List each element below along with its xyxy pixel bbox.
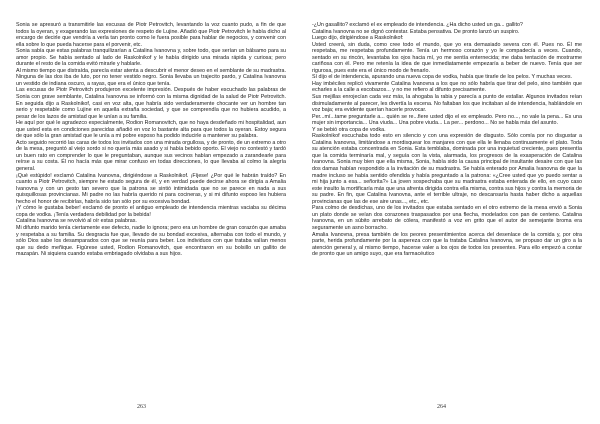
paragraph: -¿Un gasallito? exclamó el ex empleado de intendencia. ¿Ha dicho usted un ga... gallito? [312, 22, 523, 28]
paragraph: Acto seguido recorrió las caras de todos los invitados con una mirada orgullosa, y de pronto, de un extremo a otro de la mesa, preguntó al viejo sordo si no quería más asado y si había bebido oporto. El viejo no contestó y tardó un buen rato en comprender lo que le preguntaban, aunque sus vecinos habían empezado a zarandearle para reírse a su costa. Él no hacía más que mirar confuso en todas direcciones, lo que llevaba al colmo la alegría general. [16, 139, 286, 173]
paragraph: ¡Qué estúpido! exclamó Catalina Ivanovna, dirigiéndose a Raskolnikof. ¡Fíjese! ¿Por qué le habrán traído? En cuanto a Piotr Petrovitch, siempre he estado segura de él, y en verdad puede decirse ahora se dirigía a Amalia Ivanovna y con un gesto tan severo que la patrona se sintió intimidada que no se parece en nada a sus quisquillosas provincianas. Mi padre no las habría querido ni para cocineras, y si mi difunto esposo les hubiera hecho el honor de recibirlas, habría sido tan sólo por su excesiva bondad. [16, 172, 286, 205]
paragraph: Amalia Ivanovna, presa también de los peores presentimientos acerca del desenlace de la comida y, por otra parte, herida profundamente por la aspereza con que la trataba Catalina Ivanovna, se propuso dar un giro a la atención general y, al mismo tiempo, hacerse valer a los ojos de todos los presentes. Para ello empezó a contar de pronto que un amigo suyo, que era farmacéutico [312, 231, 582, 258]
paragraph: Para colmo de desdichas, uno de los invitados que estaba sentado en el otro extremo de la mesa envió a Sonia un plato donde se veían dos corazones traspasados por una flecha, modelados con pan de centeno. Catalina Ivanovna, en un súbito arrebato de cólera, manifestó a voz en grito que el autor de semejante broma era seguramente un asno borracho. [312, 205, 582, 231]
paragraph: Al mismo tiempo que distraída, parecía estar atenta a descubrir el menor deseo en el semblante de su madrastra. Ninguna de las dos iba de luto, por no tener vestido negro. Sonia llevaba un trajecito pardo, y Catalina Ivanovna un vestido de indiana oscuro, a rayas, que era el único que tenía. [16, 67, 286, 87]
paragraph: Usted creerá, sin duda, como cree todo el mundo, que yo era demasiado severa con él. Pues no. Él me respetaba, me respetaba profundamente. Tenía un hermoso corazón y yo le compadecía a veces. Cuando, sentado en su rincón, levantaba los ojos hacia mí, yo me sentía enternecida; me daba tentación de mostrarme cariñosa con él. Pero me retenía la idea de que inmediatamente empezaría a beber de nuevo. Tenía que ser rigurosa, pues este era el único modo de frenarlo. [312, 41, 582, 74]
paragraph: Sus mejillas enrojecían cada vez más, la ahogaba la rabia y parecía a punto de estallar. Algunos invitados reían disimuladamente al parecer, les divertía la escena. No faltaban los que incitaban al de intendencia, hablándole en voz baja; era evidente querían hacerle provocar. [312, 94, 582, 114]
right-page-text [312, 22, 582, 258]
paragraph: Sí dijo el de intendencia, apurando una nueva copa de vodka, había que tirarle de los pelos. Y muchas veces. [312, 74, 573, 81]
paragraph: Sonia sabía que estas palabras tranquilizarían a Catalina Ivanovna y, sobre todo, que serían un bálsamo para su amor propio. Se había sentado al lado de Raskolnikof y le había dirigido una mirada rápida y curiosa; pero durante el resto de la comida evitó mirarle y hablarle. [16, 48, 286, 68]
left-page-number: 263 [137, 404, 146, 410]
paragraph: Mi difunto marido tenía ciertamente ese defecto, nadie lo ignora; pero era un hombre de gran corazón que amaba y respetaba a su familia. Su desgracia fue que, llevado de su bondad excesiva, alternaba con todo el mundo, y sólo Dios sabe los desamparados con que se reunía para beber. Los individuos con que trataba valían menos que su dedo meñique. Figúrese usted, Rodion Romanovitch, que encontraron en su bolsillo un gallito de mazapán. Ni siquiera cuando estaba embriagado olvidaba a sus hijos. [16, 224, 286, 258]
left-page [16, 22, 286, 402]
paragraph: Hay imbéciles replicó vivamente Catalina Ivanovna a los que no sólo habría que tirar del pelo, sino también que echarles a la calle a escobazos... y no me refiero al difunto precisamente. [312, 80, 582, 94]
paragraph: Y se bebió otra copa de vodka. [312, 126, 386, 133]
paragraph: Sonia se apresuró a transmitirle las excusas de Piotr Petrovitch, levantando la voz cuanto pudo, a fin de que todos la oyeran, y exagerando las expresiones de respeto de Lujine. Añadió que Piotr Petrovitch le había dicho al encargo de decirle que vendría a verla tan pronto como le fuera posible para hablar de negocios, y convenir con ella sobre lo que pueda hacerse para el porvenir, etc. [16, 22, 286, 48]
paragraph: Las excusas de Piotr Petrovitch produjeron excelente impresión. Después de haber escuchado las palabras de Sonia con grave semblante, Catalina Ivanovna se informó con la misma dignidad de la salud de Piotr Petrovitch. En seguida dijo a Raskolnikof, casi en voz alta, que habría sido verdaderamente chocante ver un hombre tan serio y respetable como Lujine en aquella extraña sociedad, y que se comprendía que no hubiera acudido, a pesar de los lazos de amistad que le unían a su familia. [16, 87, 286, 120]
paragraph: Luego dijo, dirigiéndose a Raskolnikof: [312, 35, 404, 42]
right-page [312, 22, 582, 402]
paragraph: ¡Y cómo le gustaba beber! exclamó de pronto el antiguo empleado de intendencia mientras vaciaba su décima copa de vodka. ¡Tenía verdadera debilidad por la bebida! [16, 205, 286, 218]
paragraph: Catalina Ivanovna se revolvió al oír estas palabras. [16, 218, 137, 225]
paragraph: Catalina Ivanovna no se dignó contestar. Estaba pensativa. De pronto lanzó un suspiro. [312, 28, 520, 35]
left-page-text [16, 22, 286, 258]
paragraph: Raskolnikof escuchaba todo esto en silencio y con una expresión de disgusto. Sólo comía por no disgustar a Catalina Ivanovna, limitándose a mordisquear los manjares con que ella le llenaba continuamente el plato. Toda su atención estaba concentrada en Sonia. Esta temblaba, dominada por una inquietud creciente, pues presentía que la comida terminaría mal, y seguía con la vista, alarmada, los progresos de la exasperación de Catalina Ivanovna. Sonia muy bien que ella misma, Sonia, había sido la causa principal de insultante desaire con que las dos damas habían respondido a la invitación de su madrastra. Se había enterado por Amalia Ivanovna de que la madre incluso se había sentido ofendida y había preguntado a la patrona: «¿Cree usted que yo puedo sentar a mi hija junto a esa... señorita?» La joven sospechaba que su madrastra estaba enterada de ello, en cuyo caso este insulto la mortificaría más que una afrenta dirigida contra ella misma, contra sus hijos y contra la memoria de su padre. En fin, que Catalina Ivanovna, ante el terrible ultraje, no descansaría hasta haber dicho a aquellas provincianas que las de ese aire unas..., etc., etc. [312, 133, 582, 205]
paragraph: Per...mí...tame preguntarle a... quién se re...fiere usted dijo el ex empleado. Pero no..., no vale la pena... Es una mujer sin importancia... Una viuda... Una pobre viuda... La per... perdono... No se habla más del asunto. [312, 113, 582, 127]
right-page-number: 264 [437, 404, 446, 410]
paragraph: He aquí por qué le agradezco especialmente, Rodion Romanovitch, que no haya desdeñado mi hospitalidad, aun que usted esta en condiciones parecidas añadió en voz lo bastante alta para que todos la oyeran. Estoy segura de que sólo la gran amistad que le unía a mi pobre esposo ha podido inducirle a mantener su palabra. [16, 120, 286, 140]
